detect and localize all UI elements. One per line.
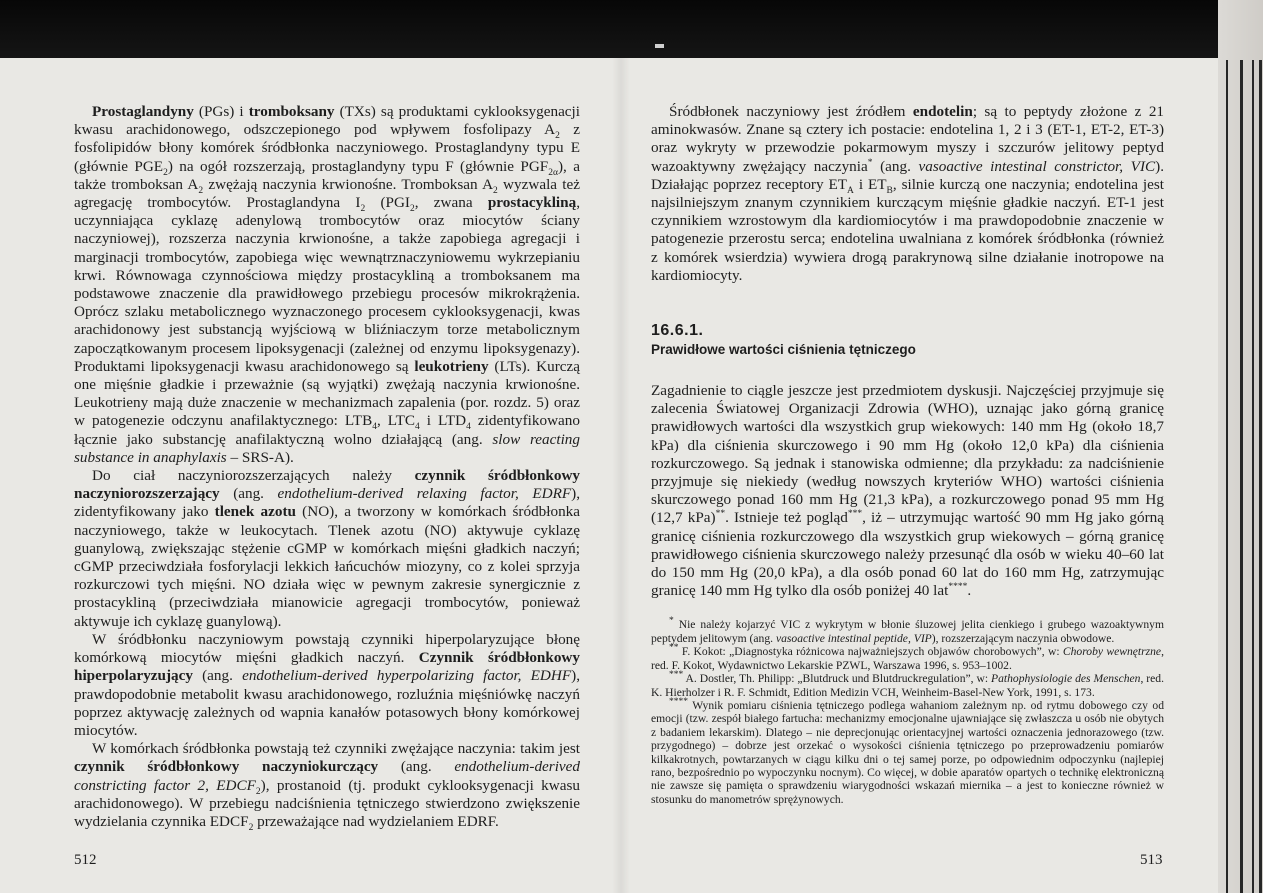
section-title: Prawidłowe wartości ciśnienia tętniczego [651, 342, 916, 358]
paragraph-cisnienie: Zagadnienie to ciągle jeszcze jest przedmiotem dyskusji. Najczęściej przyjmuje się zalecenia Światowej Organizacji Zdrowia (WHO), uznając jako górną granicę prawidłowych wartości dla wszystkich grup wiekowych: 140 mm Hg (około 18,7 kPa) dla ciśnienia skurczowego i 90 mm Hg (około 12,0 kPa) dla ciśnienia rozkurczowego. Są jednak i stanowiska odmienne; dla przykładu: za nadciśnienie przyjmuje się niekiedy (według nowszych kryteriów WHO) wartości ciśnienia skurczowego ponad 160 mm Hg (21,3 kPa), a rozkurczowego ponad 95 mm Hg (12,7 kPa)**. Istnieje też pogląd***, iż – utrzymując wartość 90 mm Hg jako górną granicę ciśnienia rozkurczowego dla wszystkich grup wiekowych – górną granicę prawidłowego ciśnienia skurczowego należy przesunąć dla osób w wieku 40–60 lat do 150 mm Hg (20,0 kPa), a dla osób ponad 60 lat do 160 mm Hg, zatrzymując granicę 140 mm Hg tylko dla osób poniżej 40 lat****. [651, 382, 1164, 600]
footnotes [651, 618, 1164, 806]
section-number: 16.6.1. [651, 322, 704, 340]
page-number-left: 512 [74, 852, 97, 868]
book-gutter [612, 58, 630, 893]
footnote-3: *** A. Dostler, Th. Philipp: „Blutdruck und Blutdruckregulation”, w: Pathophysiologie des Menschen, red. K. Hierholzer i R. F. Schmidt, Edition Medizin VCH, Weinheim-Basel-New York, 1991, s. 173. [651, 670, 1164, 699]
scan-speck [655, 44, 664, 48]
section-heading [651, 321, 1164, 358]
paragraph-edcf: W komórkach śródbłonka powstają też czynniki zwężające naczynia: takim jest czynnik śródbłonkowy naczyniokurczący (ang. endothelium-derived constricting factor 2, $EDCF_2$), prostanoid (tj. produkt cyklooksygenacji kwasu arachidonowego). W przebiegu nadciśnienia tętniczego stwierdzono zwiększenie wydzielania czynnika $EDCF_2$ przeważające nad wydzielaniem EDRF. [74, 740, 580, 833]
left-page-text [74, 103, 580, 831]
footnote-2: ** F. Kokot: „Diagnostyka różnicowa najważniejszych objawów chorobowych”, w: Choroby wewnętrzne, red. F. Kokot, Wydawnictwo Lekarskie PZWL, Warszawa 1996, s. 953–1002. [651, 643, 1164, 672]
next-pages-edge [1218, 0, 1263, 893]
page-number-right: 513 [1140, 852, 1163, 868]
scan-top-band [0, 0, 1263, 58]
footnote-4: **** Wynik pomiaru ciśnienia tętniczego podlega wahaniom zależnym np. od rytmu dobowego czy od emocji (tzw. zespół białego fartucha: mechanizmy emocjonalne ujawniające się zwłaszcza u osób nie obytych z badaniem lekarskim). Dlatego – nie deprecjonując orientacyjnej wartości oznaczenia jednorazowego (tzw. przygodnego) – dobrze jest orzekać o wysokości ciśnienia tętniczego po przeprowadzeniu pomiarów kilkakrotnych, powtarzanych w ciągu kilku dni o tej samej porze, po odpowiednim odpoczynku (najlepiej rano, bezpośrednio po wypoczynku nocnym). Co więcej, w dobie aparatów opartych o technikę elektroniczną nie zawsze się pamięta o sprawdzeniu wiarygodności wskazań miernika – a jest to konieczne również w stosunku do manometrów sprężynowych. [651, 697, 1164, 806]
paragraph-endoteliny: Śródbłonek naczyniowy jest źródłem endotelin; są to peptydy złożone z 21 aminokwasów. Znane są cztery ich postacie: endotelina 1, 2 i 3 (ET-1, ET-2, ET-3) oraz wykryty w przewodzie pokarmowym myszy i szczurów jelitowy peptyd wazoaktywny zwężający naczynia* (ang. vasoactive intestinal constrictor, VIC). Działając poprzez receptory $ET_A$ i $ET_B$, silnie kurczą one naczynia; endotelina jest najsilniejszym znanym czynnikiem kurczącym mięśnie gładkie naczyń. ET-1 jest czynnikiem wzrostowym dla kardiomiocytów i ma prawdopodobnie znaczenie w patogenezie przerostu serca; endotelina uwalniana z komórek śródbłonka (również z komórek wsierdzia) wywiera drogą parakrynową silne działanie inotropowe na kardiomiocyty. [651, 103, 1165, 284]
paragraph-prostaglandyny: Prostaglandyny (PGs) i tromboksany (TXs) są produktami cyklooksygenacji kwasu arachidonowego, odszczepionego pod wpływem fosfolipazy $A_2$ z fosfolipidów błony komórek śródbłonka naczyniowego. Prostaglandyny typu E (głównie $PGE_2$) na ogół rozszerzają, prostaglandyny typu F (głównie $PGF_{2\alpha}$), a także tromboksan $A_2$ zwężają naczynia krwionośne. Tromboksan $A_2$ wyzwala też agregację trombocytów. Prostaglandyna $I_2$ ($PGI_2$, zwana prostacykliną, uczynniająca cyklazę adenylową trombocytów oraz miocytów ściany naczyniowej), rozszerza naczynia krwionośne, a także zapobiega agregacji i marginacji trombocytów, zapobiega więc wewnątrznaczyniowemu wykrzepianiu krwi. Równowaga czynnościowa między prostacykliną a tromboksanem ma podstawowe znaczenie dla prawidłowego przebiegu procesów mikrokrążenia. Oprócz szlaku metabolicznego wyznaczonego procesem cyklooksygenacji, kwas arachidonowy jest substancją wyjściową w bliźniaczym torze metabolicznym zapoczątkowanym procesem lipoksygenacji (zależnej od enzymu lipoksygenazy). Produktami lipoksygenacji kwasu arachidonowego są leukotrieny (LTs). Kurczą one mięśnie gładkie i przeważnie (są wyjątki) zwężają naczynia krwionośne. Leukotrieny mają duże znaczenie w mechanizmach zapalenia (por. rozdz. 5) oraz w patogenezie odczynu anafilaktycznego: $LTB_4$, $LTC_4$ i $LTD_4$ zidentyfikowano łącznie jako substancję anafilaktyczną wolno działającą (ang. slow reacting substance in anaphylaxis – SRS-A). [74, 103, 580, 466]
footnote-1: * Nie należy kojarzyć VIC z wykrytym w błonie śluzowej jelita cienkiego i grubego wazoaktywnym peptydem jelitowym (ang. vasoactive intestinal peptide, VIP), rozszerzającym naczynia obwodowe. [651, 616, 1164, 645]
paragraph-edhf: W śródbłonku naczyniowym powstają czynniki hiperpolaryzujące błonę komórkową miocytów mięśni gładkich naczyń. Czynnik śródbłonkowy hiperpolaryzujący (ang. endothelium-derived hyperpolarizing factor, EDHF), prawdopodobnie metabolit kwasu arachidonowego, rozluźnia mięśniówkę naczyń poprzez aktywację zależnych od wapnia kanałów potasowych błony komórkowej miocytów. [74, 630, 580, 739]
paragraph-edrf: Do ciał naczyniorozszerzających należy czynnik śródbłonkowy naczyniorozszerzający (ang. endothelium-derived relaxing factor, EDRF), zidentyfikowany jako tlenek azotu (NO), a tworzony w komórkach śródbłonka naczyniowego, także w leukocytach. Tlenek azotu (NO) aktywuje cyklazę guanylową, zwiększając stężenie cGMP w komórkach mięśni gładkich naczyń; cGMP przeciwdziała fosforylacji lekkich łańcuchów miozyny, co z kolei sprzyja rozkurczowi tych mięśni. NO działa więc w pewnym zakresie synergicznie z prostacykliną (przeciwdziała mianowicie agregacji trombocytów, ponieważ aktywuje ich cyklazę guanylową). [74, 467, 581, 630]
right-page-text [651, 103, 1164, 806]
